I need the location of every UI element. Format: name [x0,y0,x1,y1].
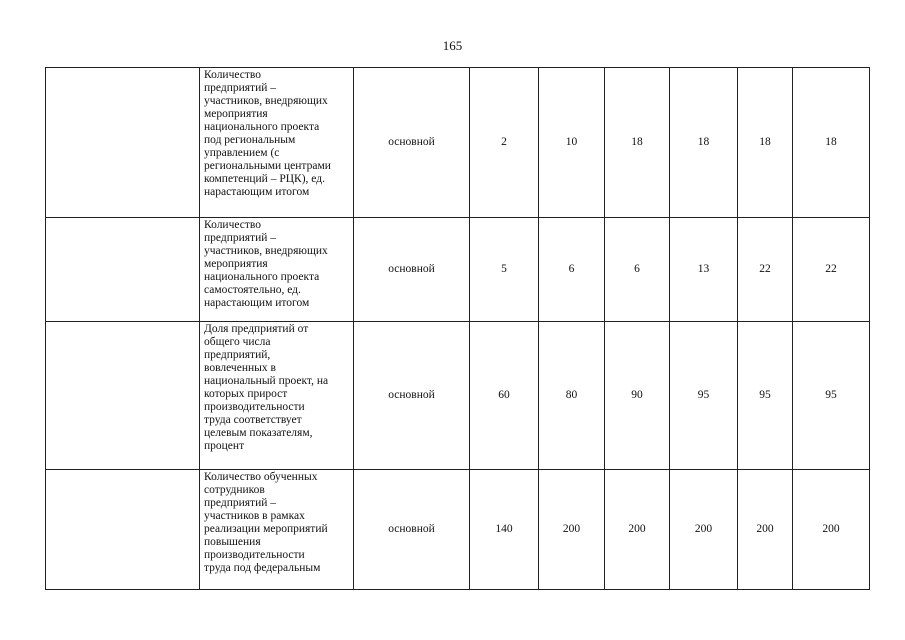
value-cell [605,322,670,470]
value: 6 [634,263,640,275]
indicator-type-cell [354,68,470,218]
value: 6 [568,263,575,275]
indicator-name: Доля предприятий от общего числа предприятий, вовлеченных в национальный проект, на которых прирост производительности труда соответствует целевым показателям, процент [204,323,329,452]
empty-cell [46,218,200,322]
table-row [46,218,870,322]
empty-cell [46,322,200,470]
indicator-type: основной [388,263,435,275]
value-cell [470,322,539,470]
value-cell [793,68,870,218]
value-cell [539,470,605,590]
value-cell [470,470,539,590]
value: 80 [565,389,578,401]
table-row [46,322,870,470]
value: 60 [498,389,510,401]
value: 18 [697,136,710,148]
value-cell [605,68,670,218]
value: 90 [631,389,643,401]
value-cell [793,218,870,322]
value-cell [470,218,539,322]
indicator-type-cell [354,322,470,470]
indicator-name-cell [200,218,354,322]
value: 18 [825,136,837,148]
indicator-type: основной [388,136,435,148]
indicators-table [45,67,870,590]
indicator-type-cell [354,470,470,590]
table-row [46,470,870,590]
value-cell [470,68,539,218]
indicator-type-cell [354,218,470,322]
value: 200 [756,523,774,535]
indicator-name: Количество обученных сотрудников предприятий – участников в рамках реализации мероприятий повышения производительности труда под федеральным [204,471,328,574]
value: 140 [495,523,513,535]
value: 200 [562,523,581,535]
value: 5 [501,263,507,275]
value-cell [670,68,738,218]
value: 18 [759,136,771,148]
value-cell [670,218,738,322]
value: 13 [697,263,710,275]
value-cell [539,322,605,470]
value: 22 [825,263,837,275]
value-cell [605,470,670,590]
value-cell [793,470,870,590]
value: 200 [822,523,840,535]
value-cell [793,322,870,470]
value-cell [605,218,670,322]
indicator-type: основной [388,389,435,401]
value: 2 [501,136,507,148]
value: 18 [631,136,643,148]
value-cell [539,218,605,322]
value: 22 [759,263,771,275]
value: 95 [697,389,710,401]
value-cell [670,322,738,470]
indicator-name-cell [200,322,354,470]
indicator-name: Количество предприятий – участников, внедряющих мероприятия национального проекта под региональным управлением (с региональными центрами компетенций – РЦК), ед. нарастающим итогом [204,69,331,198]
table-row [46,68,870,218]
value-cell [670,470,738,590]
value: 10 [565,136,578,148]
empty-cell [46,470,200,590]
empty-cell [46,68,200,218]
value-cell [738,470,793,590]
value: 95 [825,389,837,401]
value-cell [738,68,793,218]
indicator-type: основной [388,523,435,535]
value: 95 [759,389,771,401]
value-cell [738,218,793,322]
indicator-name-cell [200,68,354,218]
value-cell [738,322,793,470]
value-cell [539,68,605,218]
indicator-name-cell [200,470,354,590]
value: 200 [628,523,646,535]
indicator-name: Количество предприятий – участников, внедряющих мероприятия национального проекта самостоятельно, ед. нарастающим итогом [204,219,328,309]
page-number: 165 [442,38,463,53]
value: 200 [694,523,713,535]
